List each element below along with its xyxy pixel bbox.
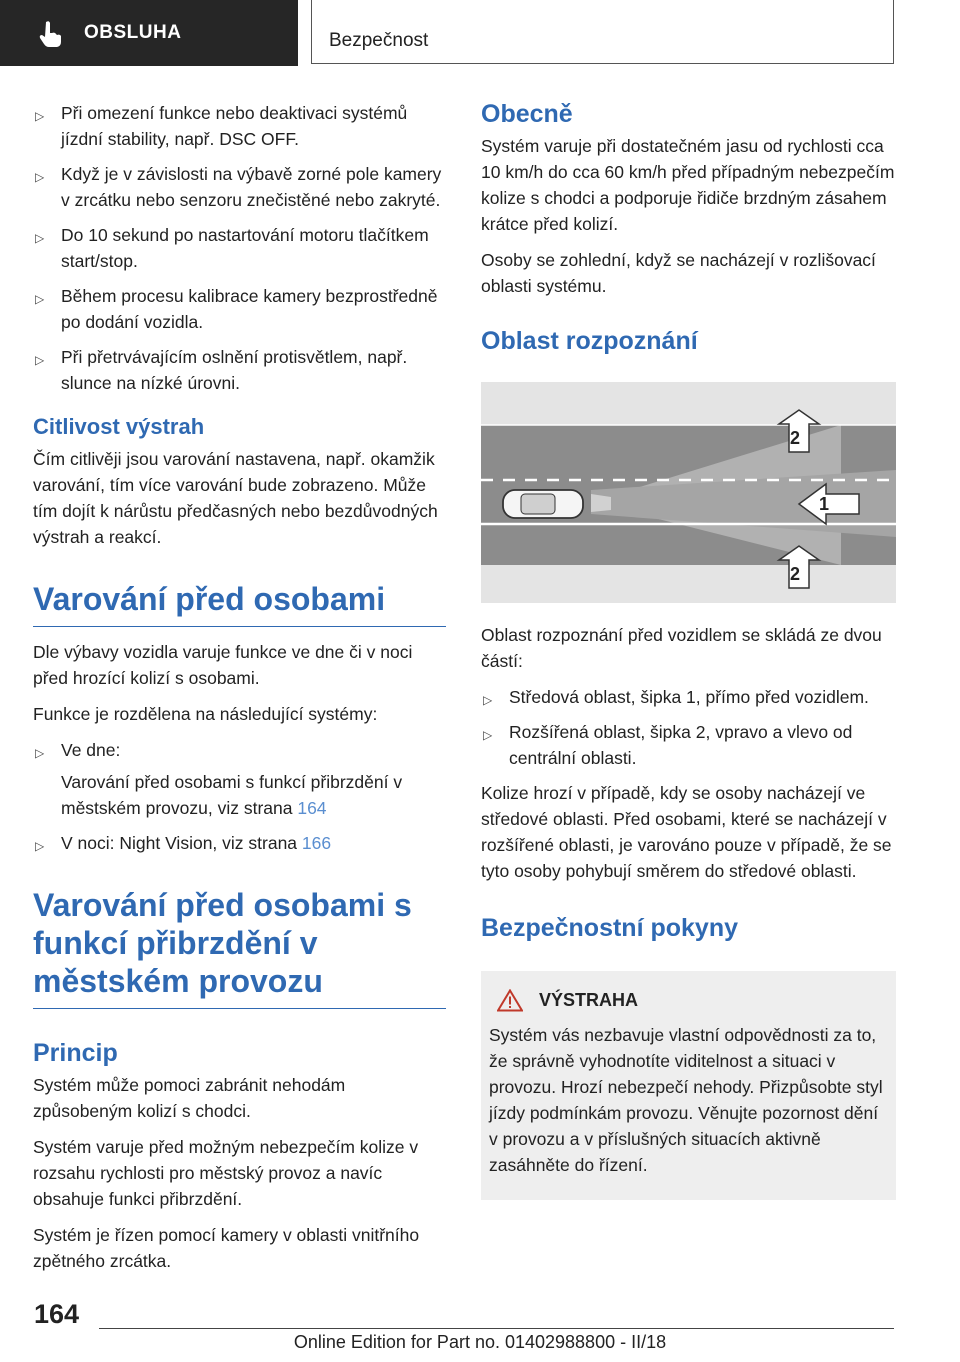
warning-box: [481, 971, 896, 1200]
car-icon: [503, 490, 583, 518]
warn-paragraph: Dle výbavy vozidla varuje funkce ve dne či v noci před hrozící kolizí s osobami.: [33, 642, 413, 688]
hand-pointer-icon: [36, 18, 66, 48]
page-title: Bezpečnost: [329, 30, 429, 51]
sensitivity-heading: Citlivost výstrah: [33, 414, 205, 439]
general-paragraph: Osoby se zohlední, když se nacházejí v rozlišovací oblasti systému.: [481, 250, 876, 296]
triangle-bullet-icon: ▷: [35, 109, 45, 123]
triangle-bullet-icon: ▷: [35, 170, 45, 184]
list-item: ▷ Během procesu kalibrace kamery bezprostředně po dodání vozidla.: [35, 286, 438, 332]
safety-heading: Bezpečnostní pokyny: [481, 914, 738, 942]
list-item: ▷ Při omezení funkce nebo deaktivaci systémů jízdní stability, např. DSC OFF.: [35, 103, 408, 149]
diagram-label: 2: [790, 564, 801, 584]
warning-triangle-icon: [497, 989, 523, 1012]
triangle-bullet-icon: ▷: [35, 839, 45, 853]
right-column: [481, 100, 896, 1200]
list-item: ▷ Ve dne: Varování před osobami s funkcí přibrzdění v městském provozu, viz strana 164: [35, 740, 403, 818]
warning-text: Systém vás nezbavuje vlastní odpovědnosti za to, že správně vyhodnotíte viditelnost a situaci v provozu. Hrozí nebezpečí nehody. Přizpůsobte styl jízdy podmínkám provozu. Věnujte pozornost dění v provozu a v příslušných situacích aktivně zasáhněte do řízení.: [489, 1025, 883, 1175]
triangle-bullet-icon: ▷: [35, 746, 45, 760]
page-link-164[interactable]: 164: [297, 798, 327, 818]
triangle-bullet-icon: ▷: [35, 231, 45, 245]
general-heading: Obecně: [481, 100, 573, 128]
area-list: [481, 684, 896, 771]
principle-paragraph: Systém varuje před možným nebezpečím kolize v rozsahu rychlosti pro městský provoz a navíc obsahuje funkci přibrzdění.: [33, 1137, 419, 1209]
diagram-label: 1: [819, 494, 830, 514]
diagram-label: 2: [790, 428, 801, 448]
principle-paragraph: Systém je řízen pomocí kamery v oblasti vnitřního zpětného zrcátka.: [33, 1225, 420, 1271]
triangle-bullet-icon: ▷: [483, 728, 493, 742]
limits-list: [33, 100, 446, 396]
list-item: ▷ Když je v závislosti na výbavě zorné pole kamery v zrcátku nebo senzoru znečistěné nebo zakryté.: [35, 164, 442, 210]
principle-heading: Princip: [33, 1039, 118, 1067]
list-item: ▷ Při přetrvávajícím oslnění protisvětlem, např. slunce na nízké úrovni.: [35, 347, 408, 393]
triangle-bullet-icon: ▷: [35, 353, 45, 367]
section-label: OBSLUHA: [84, 22, 182, 43]
warn-paragraph: Funkce je rozdělena na následující systémy:: [33, 704, 378, 724]
area-paragraph: Oblast rozpoznání před vozidlem se skládá ze dvou částí:: [481, 625, 882, 671]
triangle-bullet-icon: ▷: [35, 292, 45, 306]
detection-area-diagram: [481, 382, 896, 603]
systems-list: [33, 737, 446, 856]
warning-title: VÝSTRAHA: [539, 990, 639, 1010]
page-link-166[interactable]: 166: [301, 833, 332, 853]
principle-paragraph: Systém může pomoci zabránit nehodám způsobeným kolizí s chodci.: [33, 1075, 346, 1121]
list-item: ▷ Rozšířená oblast, šipka 2, vpravo a vlevo od centrální oblasti.: [483, 722, 853, 768]
warn-heading: Varování před osobami: [33, 580, 446, 627]
city-heading: Varování před osobami s funkcí přibrzdění v městském provozu: [33, 886, 446, 1009]
list-item: ▷ Středová oblast, šipka 1, přímo před vozidlem.: [481, 684, 896, 710]
area-paragraph: Kolize hrozí v případě, kdy se osoby nacházejí ve středové oblasti. Před osobami, které se nacházejí v rozšířené oblasti, je varováno pouze v případě, že se tyto osoby pohybují směrem do středové oblasti.: [481, 783, 892, 881]
left-column: [33, 100, 446, 1284]
edition-text: Online Edition for Part no. 01402988800 - II/18: [293, 1332, 667, 1352]
general-paragraph: Systém varuje při dostatečném jasu od rychlosti cca 10 km/h do cca 60 km/h před případným nebezpečím kolize s chodci a podporuje řidiče brzdným zásahem krátce před kolizí.: [481, 136, 895, 234]
triangle-bullet-icon: ▷: [483, 693, 493, 707]
list-item: ▷ Do 10 sekund po nastartování motoru tlačítkem start/stop.: [35, 225, 429, 271]
footer-divider: [99, 1328, 894, 1329]
section-tab[interactable]: [0, 0, 298, 66]
list-item: ▷ V noci: Night Vision, viz strana 166: [33, 830, 446, 856]
sensitivity-text: Čím citlivěji jsou varování nastavena, např. okamžik varování, tím více varování bude zobrazeno. Může tím dojít k nárůstu předčasných nebo bezdůvodných výstrah a reakcí.: [33, 449, 438, 547]
page-number: 164: [34, 1299, 80, 1329]
area-heading: Oblast rozpoznání: [481, 327, 698, 355]
page-header: [311, 0, 894, 64]
